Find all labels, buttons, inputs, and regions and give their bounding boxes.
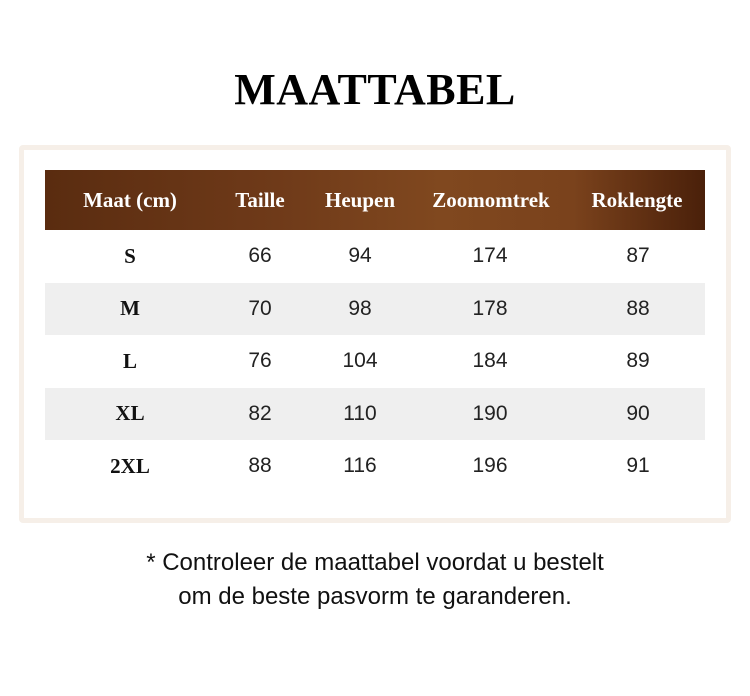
- header-skirt-length: Roklengte: [591, 187, 683, 212]
- table-row: [45, 335, 705, 388]
- cell-waist: 76: [248, 349, 272, 373]
- table-header-row: [45, 170, 705, 230]
- table-row: [45, 388, 705, 441]
- table-row: [45, 440, 705, 493]
- note-line-1: * Controleer de maattabel voordat u bestelt: [146, 549, 604, 576]
- cell-size: XL: [115, 401, 145, 426]
- cell-waist: 66: [248, 244, 272, 268]
- cell-waist: 70: [248, 296, 272, 320]
- cell-hem: 174: [472, 244, 508, 268]
- cell-skirt-length: 89: [626, 349, 650, 373]
- table-row: [45, 283, 705, 336]
- cell-skirt-length: 90: [626, 401, 650, 425]
- cell-size: L: [122, 348, 137, 373]
- cell-hips: 104: [342, 349, 378, 373]
- cell-skirt-length: 91: [626, 454, 650, 478]
- page-title: MAATTABEL: [234, 65, 516, 114]
- cell-size: M: [120, 296, 140, 321]
- cell-skirt-length: 87: [626, 244, 650, 268]
- cell-hem: 190: [472, 401, 508, 425]
- cell-waist: 88: [248, 454, 272, 478]
- cell-size: S: [124, 243, 136, 268]
- cell-size: 2XL: [110, 453, 150, 478]
- cell-hem: 196: [472, 454, 508, 478]
- header-hips: Heupen: [324, 187, 395, 212]
- table-row: [45, 230, 705, 283]
- header-hem: Zoomomtrek: [432, 187, 550, 212]
- size-chart-note: [0, 546, 750, 614]
- note-line-2: om de beste pasvorm te garanderen.: [178, 583, 572, 610]
- cell-hips: 110: [343, 401, 377, 425]
- cell-hips: 116: [343, 454, 377, 478]
- header-size: Maat (cm): [83, 187, 177, 212]
- cell-hem: 184: [472, 349, 508, 373]
- header-waist: Taille: [235, 187, 285, 212]
- cell-hem: 178: [472, 296, 508, 320]
- size-table: [45, 170, 705, 493]
- cell-hips: 98: [348, 296, 372, 320]
- cell-skirt-length: 88: [626, 296, 650, 320]
- cell-waist: 82: [248, 401, 272, 425]
- cell-hips: 94: [348, 244, 372, 268]
